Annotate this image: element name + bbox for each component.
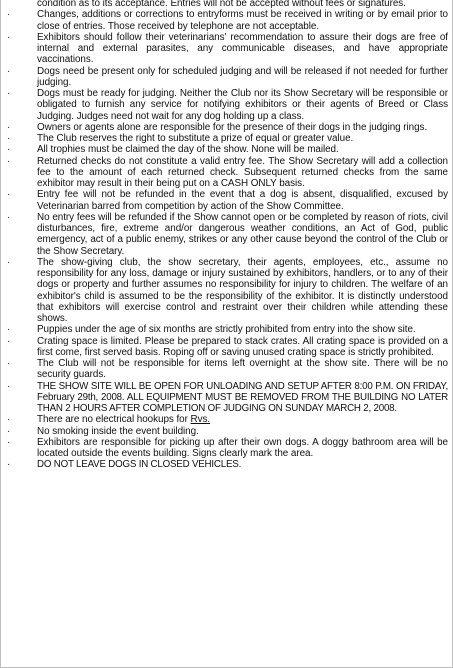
rule-text: Exhibitors should follow their veterinarians' recommendation to assure their dogs are free of internal and external parasites, any communicable diseases, and have appropriate vaccinations.: [37, 31, 448, 66]
rule-item-rv-hookups: [1, 414, 453, 425]
rule-text: condition as to its acceptance. Entries will not be accepted without fees or signatures.: [37, 0, 406, 9]
rule-item-liability: [1, 257, 453, 325]
rule-item-entry-acceptance: [1, 0, 453, 9]
rule-text: Changes, additions or corrections to entryforms must be received in writing or by email prior to close of entries. Those received by telephone are not acceptable.: [37, 9, 448, 32]
rule-item-site-hours: [1, 381, 453, 415]
rule-item-show-cancellation: [1, 212, 453, 257]
rule-item-parasites-vaccinations: [1, 32, 453, 66]
bullet-marker: ·: [7, 9, 11, 21]
bullet-marker: ·: [7, 121, 11, 133]
rule-text-lead: There are no electrical hookups for: [37, 414, 191, 426]
rule-item-entry-fee-refund: [1, 189, 453, 212]
rule-text: Crating space is limited. Please be prepared to stack crates. All crating space is provided on a first come, first served basis. Roping off or saving unused crating space is strictly prohibited.: [37, 335, 448, 358]
rule-text: Exhibitors are responsible for picking up after their own dogs. A doggy bathroom area will be located outside the events building. Signs clearly mark the area.: [37, 436, 448, 459]
rule-item-entry-changes: [1, 9, 453, 32]
rule-text: Entry fee will not be refunded in the event that a dog is absent, disqualified, excused by Veterinarian barred from competition by action of the Show Committee.: [37, 189, 448, 212]
rule-text: No smoking inside the event building.: [37, 425, 199, 437]
rule-item-closed-vehicles: [1, 459, 453, 470]
rule-text: DO NOT LEAVE DOGS IN CLOSED VEHICLES.: [37, 459, 242, 471]
rule-item-no-smoking: [1, 426, 453, 437]
rule-item-puppies: [1, 324, 453, 335]
bullet-marker: ·: [7, 65, 11, 77]
rule-item-owner-responsibility: [1, 122, 453, 133]
rule-text: Puppies under the age of six months are strictly prohibited from entry into the show site.: [37, 324, 416, 336]
rule-text: No entry fees will be refunded if the Show cannot open or be completed by reason of riots, civil disturbances, fire, extreme and/or dangerous weather conditions, an Act of God, public emergency, act of a public enemy, strikes or any other cause beyond the control of the Club or the Show Secretary.: [37, 211, 448, 257]
rule-item-prize-substitution: [1, 133, 453, 144]
bullet-marker: ·: [7, 189, 11, 201]
bullet-marker: ·: [7, 324, 11, 336]
rule-item-crating-space: [1, 336, 453, 359]
bullet-marker: ·: [7, 31, 11, 43]
rule-item-returned-checks: [1, 156, 453, 190]
bullet-marker: ·: [7, 358, 11, 369]
rule-item-ready-for-judging: [1, 88, 453, 122]
rule-text: The Club will not be responsible for items left overnight at the show site. There will be no security guards.: [37, 358, 448, 381]
rule-text: Dogs must be ready for judging. Neither the Club nor its Show Secretary will be responsible or obligated to furnish any service for notifying exhibitors or their agents of Breed or Class Judging. Judges need not wait for any dog holding up a class.: [37, 88, 448, 122]
rule-item-trophies: [1, 144, 453, 155]
bullet-marker: ·: [7, 133, 11, 144]
bullet-marker: ·: [7, 88, 11, 99]
bullet-marker: ·: [7, 425, 11, 437]
rvs-underlined-text: Rvs.: [190, 414, 211, 426]
rule-item-overnight-items: [1, 358, 453, 381]
rule-text: THE SHOW SITE WILL BE OPEN FOR UNLOADING AND SETUP AFTER 8:00 P.M. ON FRIDAY, February 29th, 2008. ALL EQUIPMENT MUST BE REMOVED FROM THE BUILDING NO LATER THAN 2 HOURS AFTER COMPLETION OF JUDGING ON SUNDAY MARCH 2, 2008.: [37, 380, 448, 414]
bullet-marker: ·: [7, 144, 11, 156]
rule-text: Dogs need be present only for scheduled judging and will be released if not needed for further judging.: [37, 65, 448, 88]
rule-text: The show-giving club, the show secretary, their agents, employees, etc., assume no responsibility for any loss, damage or injury sustained by exhibitors, handlers, or to any of their dogs or property and further assumes no responsibility for injury to children. The welfare of an exhibitor's child is assumed to be the responsibility of the exhibitor. It is distinctly understood that exhibitors will exercise control and restraint over their children while attending these shows.: [37, 256, 448, 324]
rule-item-pick-up-after-dogs: [1, 437, 453, 460]
rules-list: [1, 0, 453, 471]
rule-text: The Club reserves the right to substitute a prize of equal or greater value.: [37, 133, 354, 144]
bullet-marker: ·: [7, 155, 11, 167]
rule-text: All trophies must be claimed the day of the show. None will be mailed.: [37, 144, 339, 156]
bullet-marker: ·: [7, 211, 11, 223]
rule-text: [37, 414, 448, 425]
bullet-marker: ·: [7, 256, 11, 268]
bullet-marker: ·: [7, 459, 11, 471]
bullet-marker: ·: [7, 380, 11, 392]
rule-text: Returned checks do not constitute a valid entry fee. The Show Secretary will add a collection fee to the amount of each returned check. Subsequent returned checks from the same exhibitor may result in their being put on a CASH ONLY basis.: [37, 155, 448, 189]
rule-text: Owners or agents alone are responsible for the presence of their dogs in the judging rings.: [37, 121, 428, 133]
rule-item-scheduled-judging: [1, 66, 453, 89]
bullet-marker: ·: [7, 436, 11, 448]
bullet-marker: ·: [7, 414, 11, 426]
bullet-marker: ·: [7, 335, 11, 347]
